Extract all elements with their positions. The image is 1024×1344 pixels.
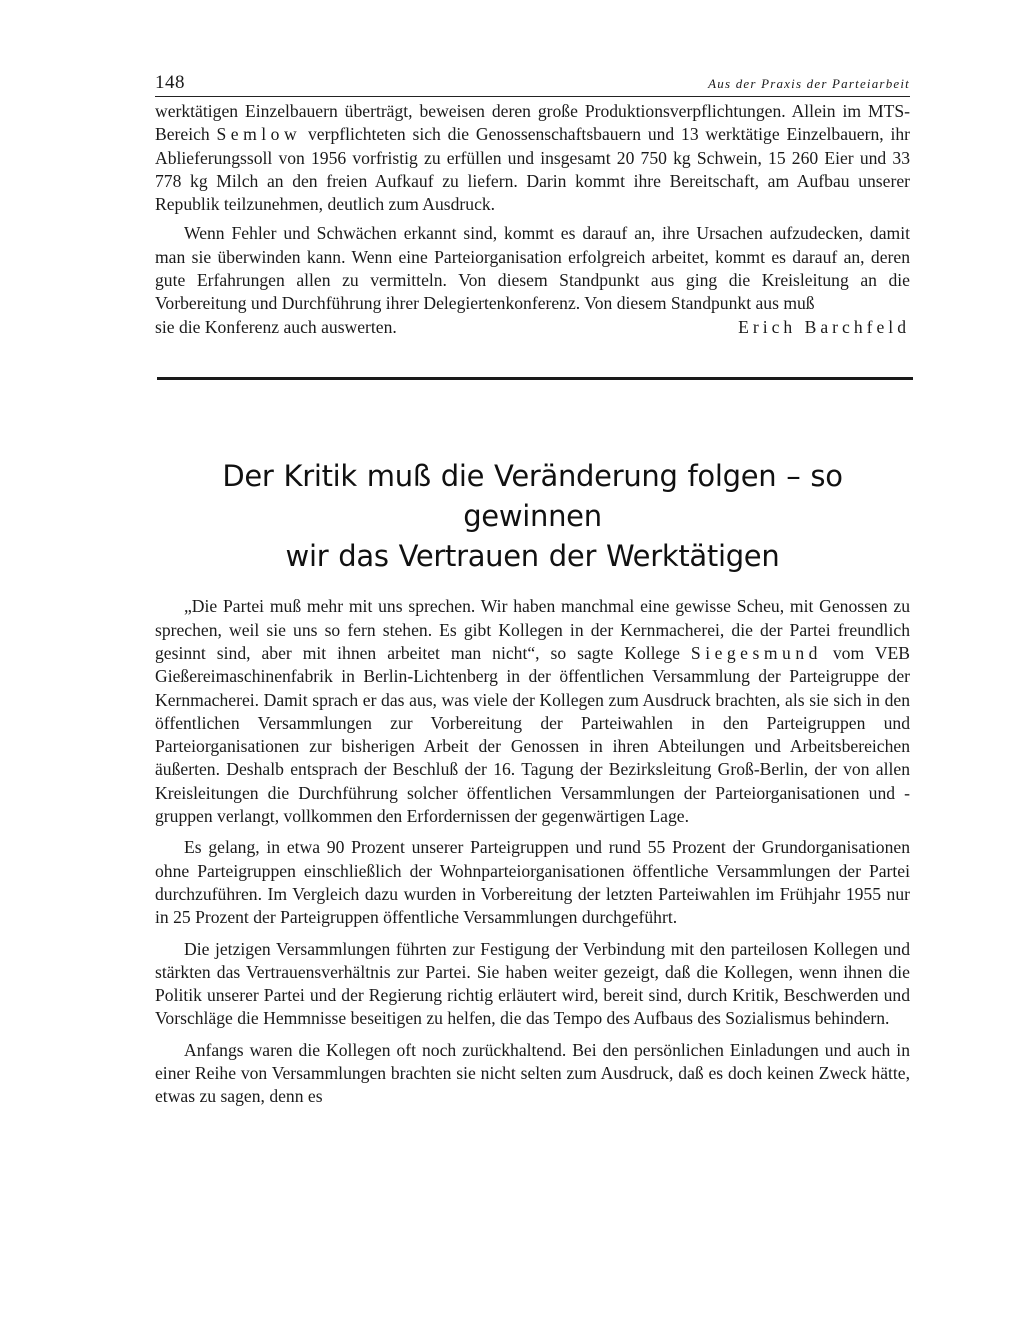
paragraph: Die jetzigen Versammlungen führten zur Festigung der Verbindung mit den parteilosen Kollegen und stärkten das Vertrauensverhältnis zur Partei. Sie haben weiter gezeigt, daß die Kollegen, wenn ihnen die Politik unserer Partei und der Regierung richtig erläutert wird, bereit sind, durch Kritik, Beschwerden und Vorschläge die Hemmnisse beseitigen zu helfen, die das Tempo des Aufbaus des Sozialismus behindern. (155, 938, 910, 1029)
paragraph: Es gelang, in etwa 90 Prozent unserer Parteigruppen und rund 55 Prozent der Grundorganisationen ohne Parteigruppen einschließlich der Wohnparteiorganisationen öffentliche Versammlungen der Partei durchzuführen. Im Vergleich dazu wurden in Vorbereitung der letzten Parteiwahlen im Frühjahr 1955 nur in 25 Prozent der Parteigruppen öffentliche Versammlungen durchgeführt. (155, 837, 910, 928)
running-header (155, 70, 910, 97)
paragraph (155, 595, 910, 828)
page-number: 148 (155, 72, 185, 93)
article-title (155, 456, 910, 576)
text-run: Wenn Fehler und Schwächen erkannt sind, kommt es darauf an, ihre Ursachen aufzudecken, damit man sie überwinden kann. Wenn eine Parteiorganisation erfolgreich arbeitet, kommt es darauf an, deren gute Erfahrungen allen zu vermitteln. Von diesem Standpunkt aus ging die Kreisleitung an die Vorbereitung und Durchführung ihrer Delegiertenkonferenz. Von diesem Standpunkt aus muß (155, 223, 910, 314)
previous-article-ending (155, 100, 910, 339)
title-line-2: wir das Vertrauen der Werktätigen (285, 538, 780, 573)
closing-line (155, 316, 910, 339)
text-run: verpflichteten sich die Genossenschaftsbauern und 13 werktätige Einzelbauern, ihr Ablieferungssoll von 1956 vorfristig zu erfüllen und insgesamt 20 750 kg Schwein, 15 260 Eier und 33 778 kg Milch an den freien Aufkauf zu liefern. Darin kommt ihre Bereitschaft, am Aufbau unserer Republik teilzunehmen, deutlich zum Ausdruck. (155, 124, 910, 215)
paragraph: Anfangs waren die Kollegen oft noch zurückhaltend. Bei den persönlichen Einladungen und auch in einer Reihe von Versammlungen brachten sie nicht selten zum Ausdruck, daß es doch keinen Zweck hätte, etwas zu sagen, denn es (155, 1039, 910, 1107)
text-run: vom VEB Gießereimaschinenfabrik in Berlin-Lichtenberg in der öffentlichen Versammlung der Parteigruppe der Kernmacherei. Damit sprach er das aus, was viele der Kollegen zum Ausdruck brachten, als sie sich in den öffentlichen Versammlungen zur Vorbereitung der Parteiwahlen in den Parteigruppen und Parteiorganisationen zur bisherigen Arbeit der Genossen in ihren Abteilungen und Arbeitsbereichen äußerten. Deshalb entsprach der Beschluß der 16. Tagung der Bezirksleitung Groß-Berlin, der von allen Kreisleitungen die Durchführung solcher öffentlichen Versammlungen der Parteiorganisationen und -gruppen verlangt, vollkommen den Erfordernissen der gegenwärtigen Lage. (155, 642, 910, 827)
text-run: werktätigen Einzelbauern überträgt, beweisen deren große Produktionsverpflichtungen. Allein im MTS-Bereich (155, 101, 910, 145)
paragraph (155, 222, 910, 315)
author-signature: Erich Barchfeld (738, 316, 910, 337)
spaced-person-name: Siegesmund (690, 642, 822, 663)
section-divider (157, 377, 913, 380)
book-page (155, 70, 910, 1109)
title-line-1: Der Kritik muß die Veränderung folgen – so gewinnen (222, 458, 843, 533)
closing-text: sie die Konferenz auch auswerten. (155, 316, 397, 337)
article-body (155, 595, 910, 1108)
text-run: „Die Partei muß mehr mit uns sprechen. Wir haben manchmal eine gewisse Scheu, mit Genossen zu sprechen, weil sie uns so fern stehen. Es gibt Kollegen in der Kernmacherei, die der Partei freundlich gesinnt sind, aber mit ihnen arbeitet man nicht“, so sagte Kollege (155, 596, 910, 663)
spaced-place-name: Semlow (216, 124, 302, 145)
running-title: Aus der Praxis der Parteiarbeit (708, 76, 910, 91)
paragraph (155, 100, 910, 216)
